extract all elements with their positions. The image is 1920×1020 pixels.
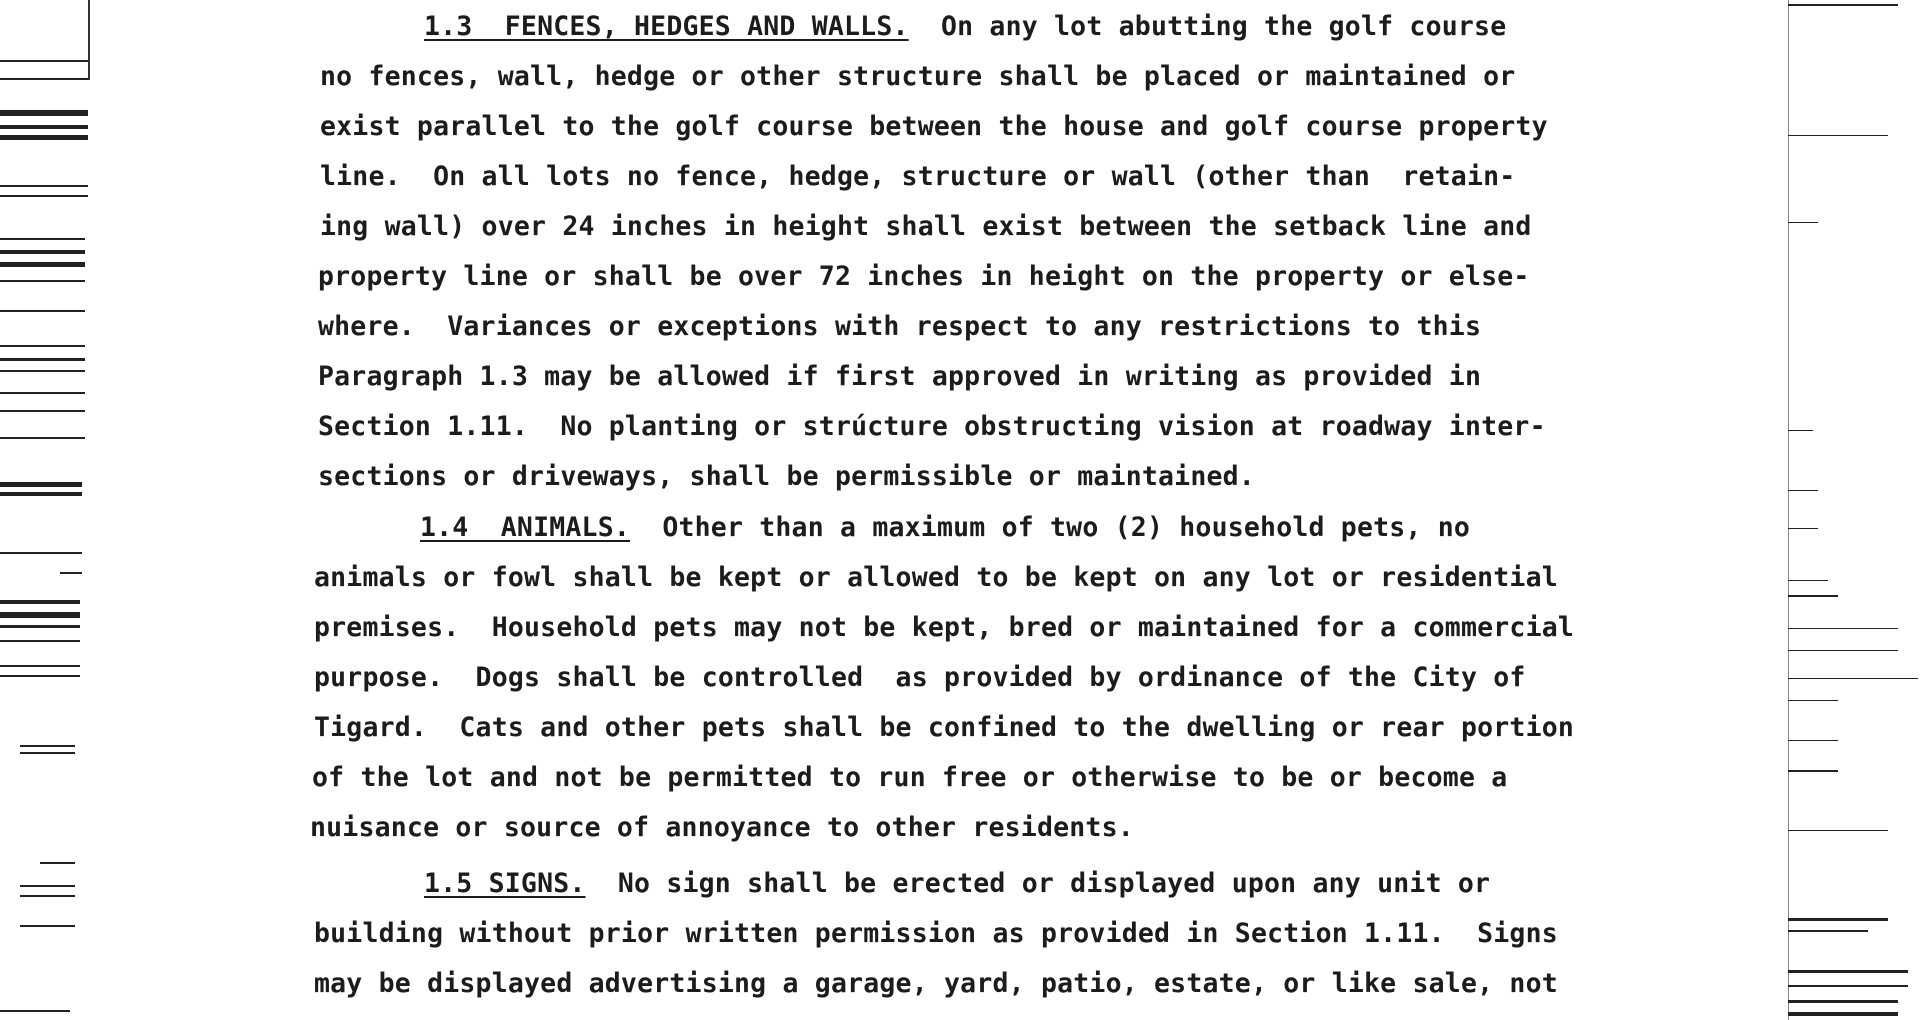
paragraph-line: ing wall) over 24 inches in height shall exist between the setback line and bbox=[320, 211, 1532, 242]
paragraph-text: Other than a maximum of two (2) household pets, no bbox=[630, 512, 1471, 543]
scan-mark bbox=[1788, 770, 1838, 772]
scan-mark bbox=[0, 640, 80, 642]
scan-mark bbox=[1788, 4, 1898, 6]
scan-mark bbox=[1788, 918, 1888, 921]
scan-mark bbox=[0, 110, 88, 116]
scan-mark bbox=[0, 410, 85, 412]
section-heading: 1.5 SIGNS. bbox=[424, 868, 586, 899]
scan-mark bbox=[0, 492, 82, 496]
scan-mark bbox=[0, 358, 85, 361]
scan-mark bbox=[1788, 135, 1888, 136]
scan-mark bbox=[1788, 1012, 1898, 1016]
scan-mark bbox=[20, 895, 75, 897]
scan-mark bbox=[1788, 430, 1813, 431]
paragraph-line: animals or fowl shall be kept or allowed to be kept on any lot or residential bbox=[314, 562, 1558, 593]
scan-mark bbox=[1788, 678, 1918, 679]
scan-mark bbox=[0, 482, 82, 487]
scan-mark bbox=[0, 437, 85, 439]
paragraph-line bbox=[424, 868, 1490, 900]
scan-mark bbox=[0, 612, 80, 618]
scan-mark bbox=[0, 392, 85, 394]
section-heading: 1.3 FENCES, HEDGES AND WALLS. bbox=[424, 11, 909, 42]
scan-mark bbox=[0, 60, 88, 62]
right-margin-scan-artifacts bbox=[1755, 0, 1920, 1020]
scan-mark bbox=[1788, 528, 1818, 529]
scan-mark bbox=[0, 370, 85, 372]
paragraph-line: premises. Household pets may not be kept, bred or maintained for a commercial bbox=[314, 612, 1575, 643]
scan-edge-line bbox=[1788, 0, 1789, 1020]
scan-mark bbox=[1788, 628, 1898, 629]
paragraph-line: sections or driveways, shall be permissible or maintained. bbox=[318, 461, 1255, 492]
scan-mark bbox=[0, 675, 80, 677]
scan-mark bbox=[20, 752, 75, 754]
paragraph-line: may be displayed advertising a garage, yard, patio, estate, or like sale, not bbox=[314, 968, 1558, 999]
paragraph-line: Paragraph 1.3 may be allowed if first approved in writing as provided in bbox=[318, 361, 1482, 392]
paragraph-line: purpose. Dogs shall be controlled as provided by ordinance of the City of bbox=[314, 662, 1526, 693]
paragraph-line bbox=[424, 11, 1506, 43]
paragraph-line: where. Variances or exceptions with respect to any restrictions to this bbox=[318, 311, 1482, 342]
scan-mark bbox=[1788, 650, 1898, 651]
scan-mark bbox=[20, 745, 75, 747]
scan-mark bbox=[0, 78, 88, 80]
scan-mark bbox=[1788, 595, 1838, 597]
scan-mark bbox=[0, 310, 85, 312]
scan-mark bbox=[0, 600, 80, 604]
scan-mark bbox=[20, 925, 75, 927]
scan-mark bbox=[0, 195, 88, 197]
scan-mark bbox=[0, 1010, 70, 1012]
scan-mark bbox=[60, 572, 82, 574]
paragraph-text: On any lot abutting the golf course bbox=[908, 11, 1507, 42]
scan-mark bbox=[1788, 970, 1908, 973]
scan-mark bbox=[0, 665, 80, 667]
paragraph-line bbox=[420, 512, 1470, 544]
paragraph-line: of the lot and not be permitted to run free or otherwise to be or become a bbox=[312, 762, 1508, 793]
scan-mark bbox=[20, 885, 75, 887]
scan-mark bbox=[1788, 700, 1838, 701]
scan-mark bbox=[1788, 490, 1818, 491]
scan-mark bbox=[0, 552, 82, 554]
paragraph-line: line. On all lots no fence, hedge, structure or wall (other than retain- bbox=[320, 161, 1516, 192]
scan-mark bbox=[0, 135, 88, 140]
scan-mark bbox=[1788, 222, 1818, 223]
paragraph-line: exist parallel to the golf course between the house and golf course property bbox=[320, 111, 1548, 142]
scan-mark bbox=[1788, 985, 1908, 987]
scan-mark bbox=[0, 238, 85, 240]
scan-mark bbox=[1788, 580, 1828, 581]
paragraph-line: nuisance or source of annoyance to other residents. bbox=[310, 812, 1134, 843]
scan-mark bbox=[1788, 930, 1868, 932]
paragraph-line: Section 1.11. No planting or strúcture obstructing vision at roadway inter- bbox=[318, 411, 1546, 442]
scan-mark bbox=[0, 262, 85, 267]
scan-mark bbox=[1788, 740, 1838, 741]
scan-mark bbox=[1788, 1000, 1898, 1003]
scan-mark bbox=[0, 125, 88, 129]
scan-mark bbox=[0, 280, 85, 282]
paragraph-text: No sign shall be erected or displayed upon any unit or bbox=[585, 868, 1491, 899]
scan-mark bbox=[40, 862, 75, 864]
paragraph-line: building without prior written permission as provided in Section 1.11. Signs bbox=[314, 918, 1558, 949]
scan-mark bbox=[0, 625, 80, 628]
section-heading: 1.4 ANIMALS. bbox=[420, 512, 631, 543]
left-margin-scan-artifacts bbox=[0, 0, 100, 1020]
paragraph-line: property line or shall be over 72 inches in height on the property or else- bbox=[318, 261, 1530, 292]
scan-mark bbox=[1788, 830, 1888, 831]
scan-mark bbox=[0, 185, 88, 187]
scan-mark bbox=[0, 250, 85, 254]
scan-mark bbox=[0, 345, 85, 347]
scan-edge-line bbox=[88, 0, 90, 80]
paragraph-line: no fences, wall, hedge or other structure shall be placed or maintained or bbox=[320, 61, 1516, 92]
paragraph-line: Tigard. Cats and other pets shall be confined to the dwelling or rear portion bbox=[314, 712, 1575, 743]
